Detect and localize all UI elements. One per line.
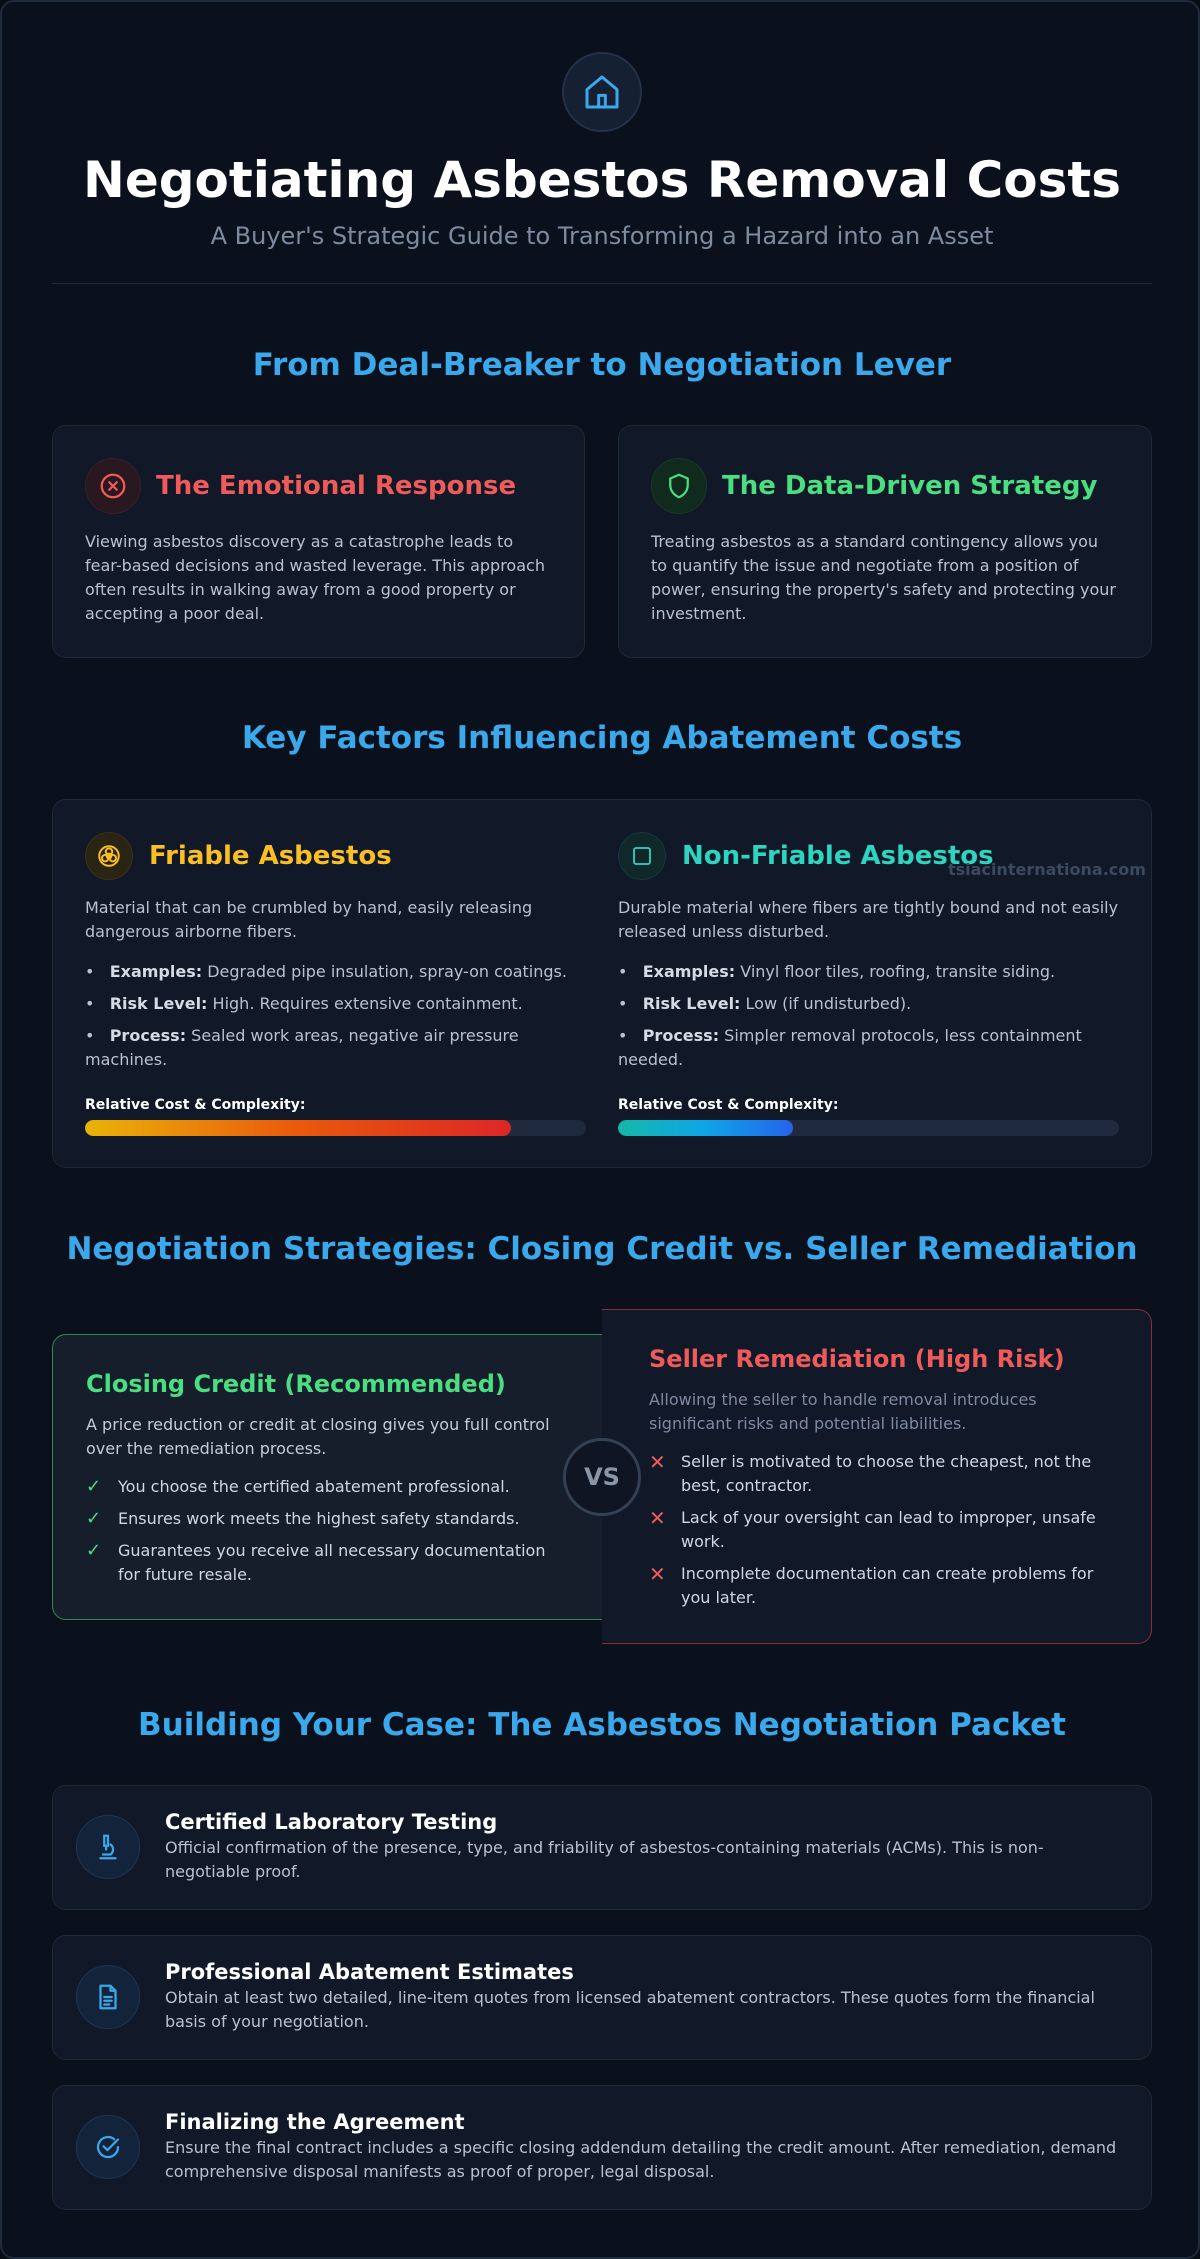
check-icon: ✓ bbox=[86, 1540, 102, 1561]
x-circle-icon bbox=[85, 458, 141, 514]
microscope-icon bbox=[76, 1815, 140, 1879]
closing-credit-description: A price reduction or credit at closing gives you full control over the remediation process. bbox=[86, 1415, 550, 1458]
credit-benefit-2: Ensures work meets the highest safety standards. bbox=[118, 1509, 520, 1528]
check-icon: ✓ bbox=[86, 1476, 102, 1497]
closing-credit-card bbox=[52, 1334, 617, 1620]
emotional-response-card bbox=[52, 425, 585, 658]
emotional-response-heading: The Emotional Response bbox=[156, 471, 517, 501]
shield-icon bbox=[651, 458, 707, 514]
packet-text-estimates: Obtain at least two detailed, line-item quotes from licensed abatement contractors. These quotes form the financial basis of your negotiation. bbox=[165, 1988, 1095, 2031]
nonfriable-examples: • Examples: Vinyl floor tiles, roofing, transite siding. bbox=[618, 962, 1056, 981]
section-title-strategies: Negotiation Strategies: Closing Credit vs. Seller Remediation bbox=[66, 1231, 1138, 1267]
data-driven-card bbox=[618, 425, 1152, 658]
seller-risk-2: Lack of your oversight can lead to improper, unsafe work. bbox=[681, 1508, 1096, 1551]
nonfriable-cost-fill bbox=[618, 1120, 793, 1136]
packet-title-lab-testing: Certified Laboratory Testing bbox=[165, 1810, 498, 1834]
friable-process: • Process: Sealed work areas, negative air pressure machines. bbox=[85, 1026, 519, 1069]
friable-cost-label: Relative Cost & Complexity: bbox=[85, 1097, 306, 1113]
seller-remediation-card bbox=[602, 1309, 1152, 1644]
seller-remediation-heading: Seller Remediation (High Risk) bbox=[649, 1345, 1065, 1373]
vs-badge: VS bbox=[563, 1438, 641, 1516]
biohazard-icon bbox=[85, 832, 133, 880]
home-icon bbox=[562, 52, 642, 132]
nonfriable-heading: Non-Friable Asbestos bbox=[682, 841, 994, 871]
friable-description: Material that can be crumbled by hand, easily releasing dangerous airborne fibers. bbox=[85, 898, 533, 941]
section-title-key-factors: Key Factors Influencing Abatement Costs bbox=[241, 720, 963, 756]
seller-risk-1: Seller is motivated to choose the cheapest, not the best, contractor. bbox=[681, 1452, 1092, 1495]
nonfriable-cost-bar bbox=[618, 1120, 1119, 1136]
packet-title-estimates: Professional Abatement Estimates bbox=[165, 1960, 574, 1984]
packet-text-lab-testing: Official confirmation of the presence, type, and friability of asbestos-containing materials (ACMs). This is non- negotiable proof. bbox=[165, 1838, 1044, 1881]
friable-cost-bar bbox=[85, 1120, 586, 1136]
document-icon bbox=[76, 1965, 140, 2029]
cross-icon: ✕ bbox=[649, 1506, 666, 1530]
nonfriable-process: • Process: Simpler removal protocols, less containment needed. bbox=[618, 1026, 1082, 1069]
seller-remediation-description: Allowing the seller to handle removal introduces significant risks and potential liabilities. bbox=[649, 1390, 1037, 1433]
check-circle-icon bbox=[76, 2115, 140, 2179]
page-subtitle: A Buyer's Strategic Guide to Transforming a Hazard into an Asset bbox=[210, 222, 994, 250]
nonfriable-description: Durable material where fibers are tightly bound and not easily released unless disturbed. bbox=[618, 898, 1119, 941]
section-title-packet: Building Your Case: The Asbestos Negotiation Packet bbox=[138, 1707, 1066, 1743]
square-icon bbox=[618, 832, 666, 880]
seller-risk-3: Incomplete documentation can create problems for you later. bbox=[681, 1564, 1094, 1607]
nonfriable-risk-level: • Risk Level: Low (if undisturbed). bbox=[618, 994, 912, 1013]
watermark: tsiacinternationa.com bbox=[948, 860, 1146, 879]
header-divider bbox=[52, 283, 1152, 284]
section-title-deal-breaker: From Deal-Breaker to Negotiation Lever bbox=[252, 347, 952, 383]
emotional-response-text: Viewing asbestos discovery as a catastrophe leads to fear-based decisions and wasted leverage. This approach often results in walking away from a good property or accepting a poor deal. bbox=[85, 532, 545, 623]
credit-benefit-1: You choose the certified abatement professional. bbox=[118, 1477, 510, 1496]
friable-risk-level: • Risk Level: High. Requires extensive containment. bbox=[85, 994, 523, 1013]
nonfriable-cost-label: Relative Cost & Complexity: bbox=[618, 1097, 839, 1113]
friable-examples: • Examples: Degraded pipe insulation, spray-on coatings. bbox=[85, 962, 567, 981]
closing-credit-heading: Closing Credit (Recommended) bbox=[86, 1370, 506, 1398]
cross-icon: ✕ bbox=[649, 1562, 666, 1586]
packet-title-agreement: Finalizing the Agreement bbox=[165, 2110, 465, 2134]
friable-cost-fill bbox=[85, 1120, 511, 1136]
cross-icon: ✕ bbox=[649, 1450, 666, 1474]
check-icon: ✓ bbox=[86, 1508, 102, 1529]
abatement-factors-card bbox=[52, 799, 1152, 1168]
credit-benefit-3: Guarantees you receive all necessary documentation for future resale. bbox=[118, 1541, 546, 1584]
packet-text-agreement: Ensure the final contract includes a specific closing addendum detailing the credit amount. After remediation, demand comprehensive disposal manifests as proof of proper, legal disposal. bbox=[165, 2138, 1117, 2181]
data-driven-heading: The Data-Driven Strategy bbox=[722, 471, 1098, 501]
page-title: Negotiating Asbestos Removal Costs bbox=[82, 151, 1122, 209]
data-driven-text: Treating asbestos as a standard contingency allows you to quantify the issue and negotiate from a position of power, ensuring the property's safety and protecting your investment. bbox=[651, 532, 1116, 623]
friable-heading: Friable Asbestos bbox=[149, 841, 392, 871]
